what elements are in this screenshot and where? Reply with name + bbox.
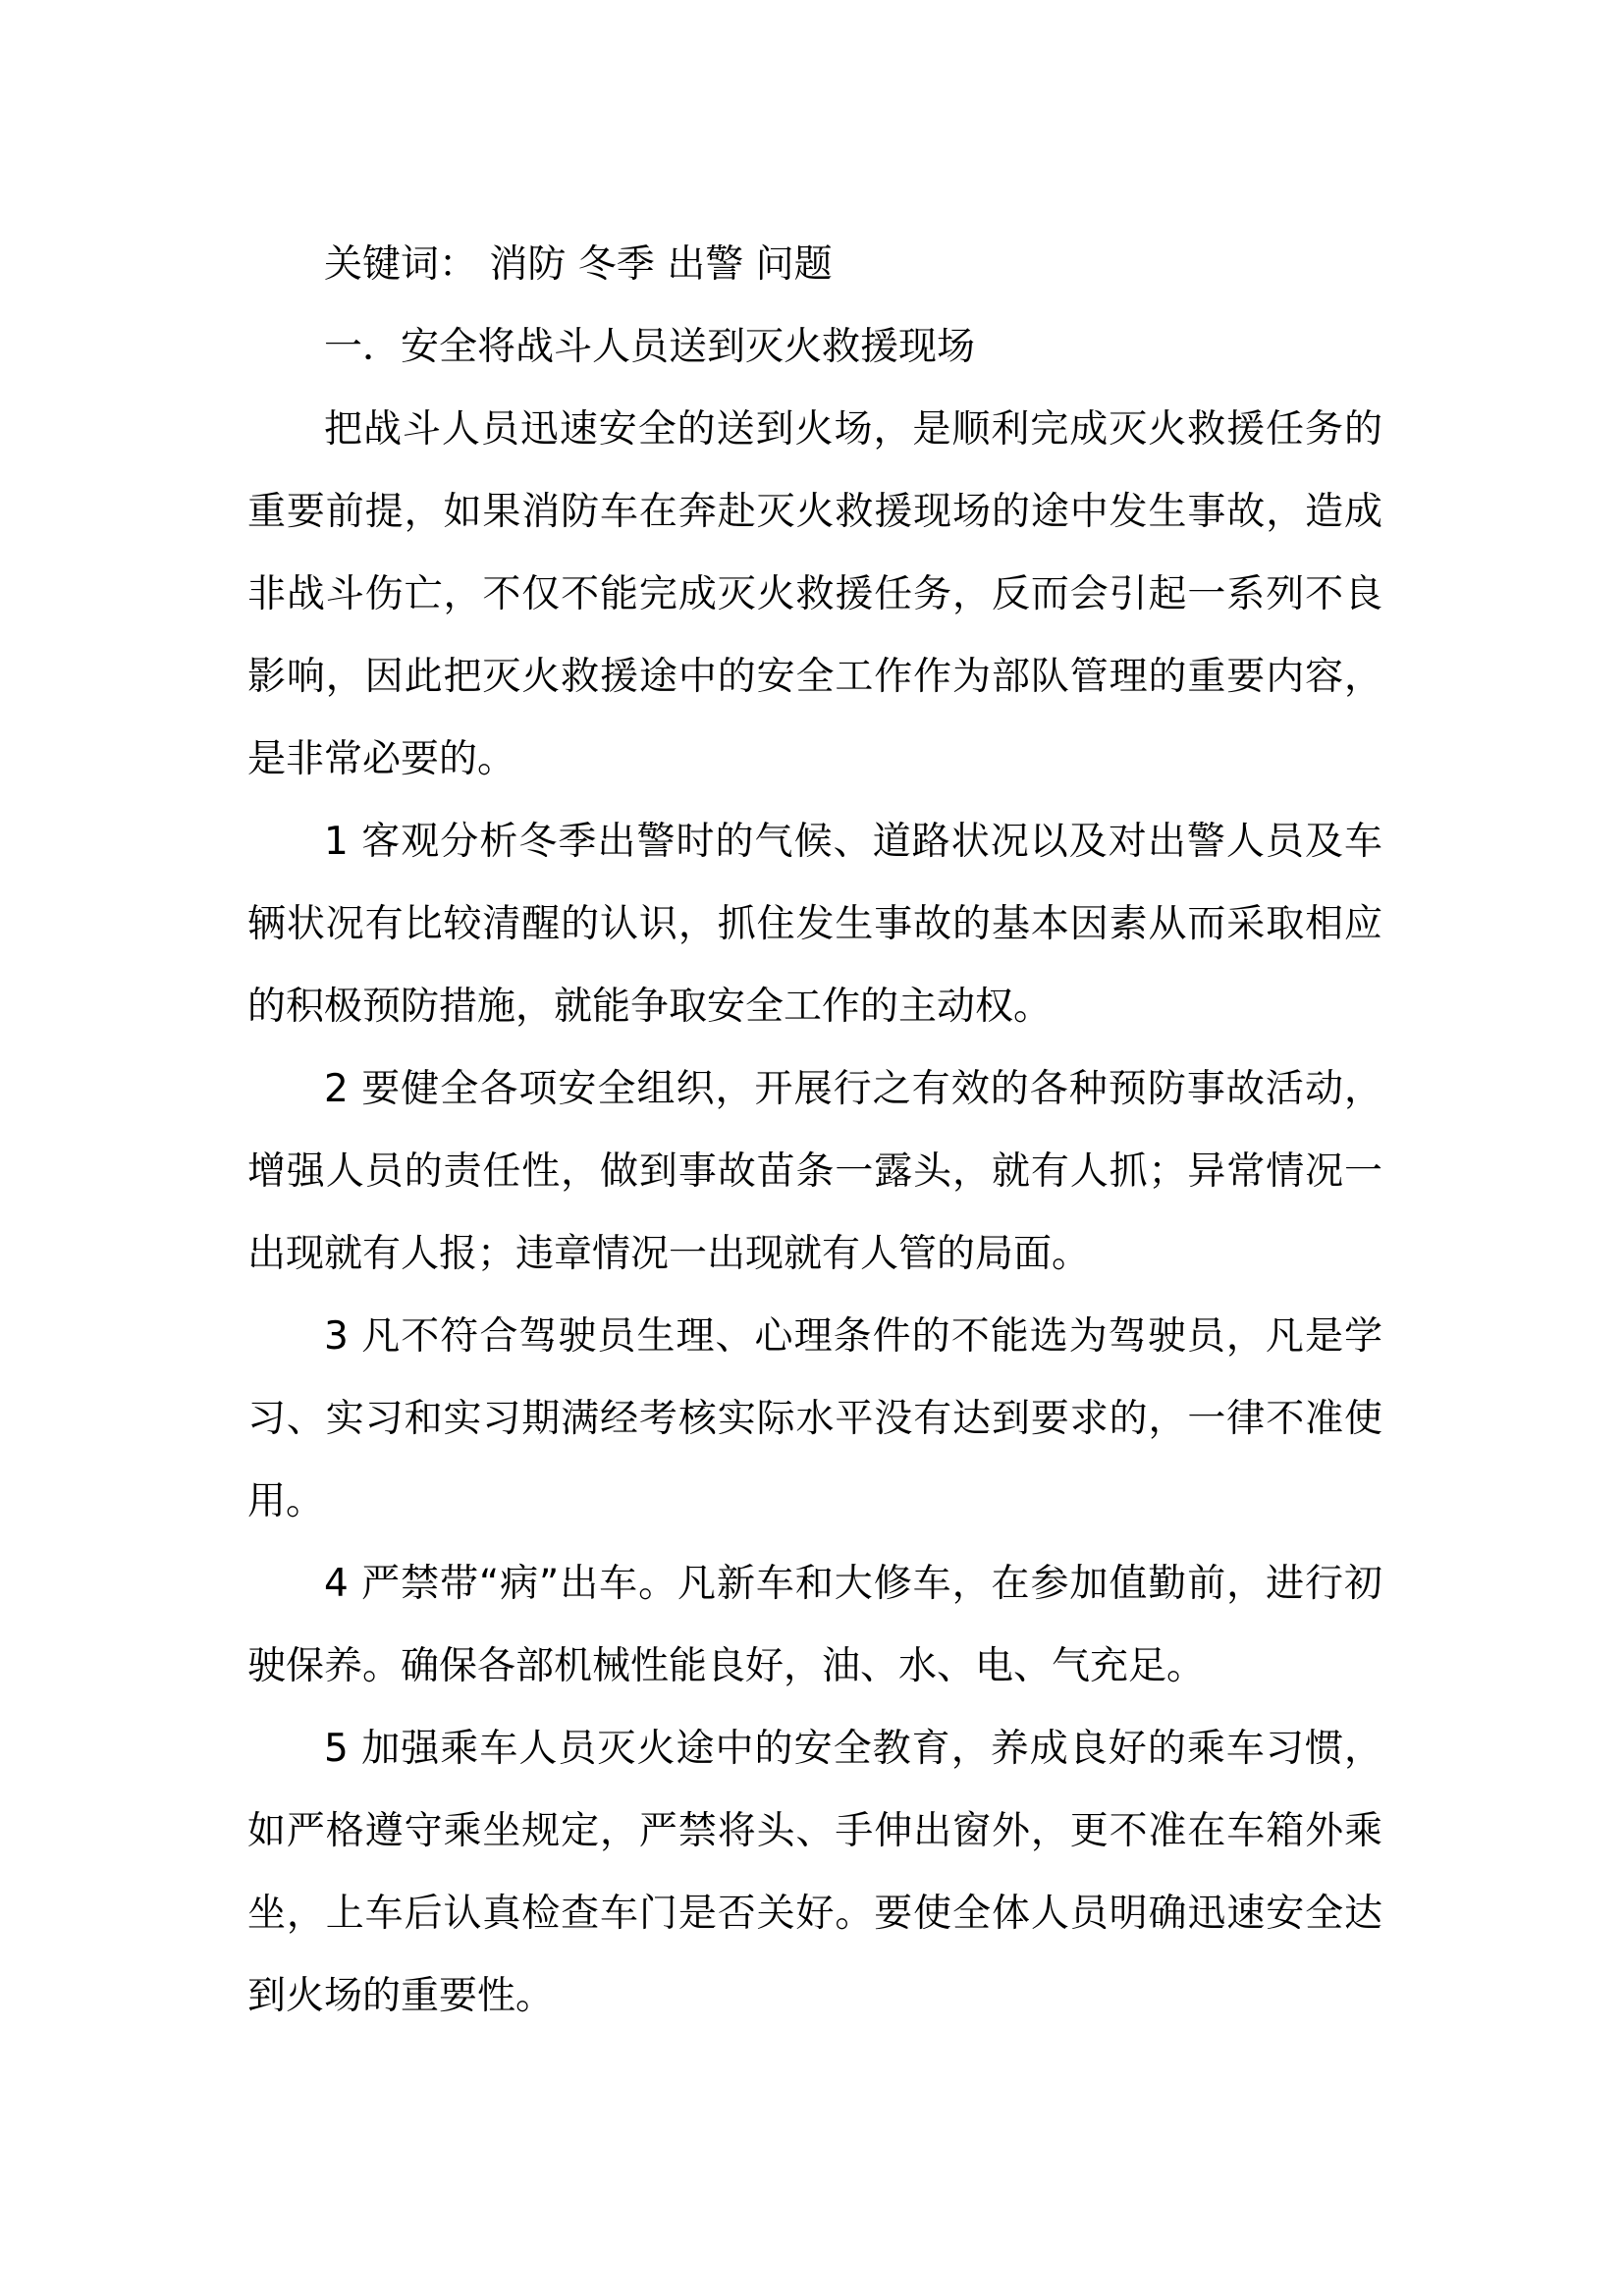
paragraph-item-3: 3 凡不符合驾驶员生理、心理条件的不能选为驾驶员，凡是学习、实习和实习期满经考核实际水平没有达到要求的，一律不准使用。 [247,1314,1382,1523]
keywords-line: 关键词： 消防 冬季 出警 问题 [324,242,833,287]
paragraph-item-2: 2 要健全各项安全组织，开展行之有效的各种预防事故活动，增强人员的责任性，做到事故苗条一露头，就有人抓；异常情况一出现就有人报；违章情况一出现就有人管的局面。 [247,1067,1382,1276]
document-body [247,224,1382,2038]
paragraph-item-1: 1 客观分析冬季出警时的气候、道路状况以及对出警人员及车辆状况有比较清醒的认识，抓住发生事故的基本因素从而采取相应的积极预防措施，就能争取安全工作的主动权。 [247,820,1382,1029]
paragraph-intro: 把战斗人员迅速安全的送到火场，是顺利完成灭火救援任务的重要前提，如果消防车在奔赴灭火救援现场的途中发生事故，造成非战斗伤亡，不仅不能完成灭火救援任务，反而会引起一系列不良影响，因此把灭火救援途中的安全工作作为部队管理的重要内容，是非常必要的。 [247,407,1382,781]
paragraph-item-5: 5 加强乘车人员灭火途中的安全教育，养成良好的乘车习惯，如严格遵守乘坐规定，严禁将头、手伸出窗外，更不准在车箱外乘坐，上车后认真检查车门是否关好。要使全体人员明确迅速安全达到火场的重要性。 [247,1727,1382,2018]
section-heading: 一．安全将战斗人员送到灭火救援现场 [324,325,976,369]
paragraph-item-4: 4 严禁带“病”出车。凡新车和大修车，在参加值勤前，进行初驶保养。确保各部机械性能良好，油、水、电、气充足。 [247,1562,1382,1688]
